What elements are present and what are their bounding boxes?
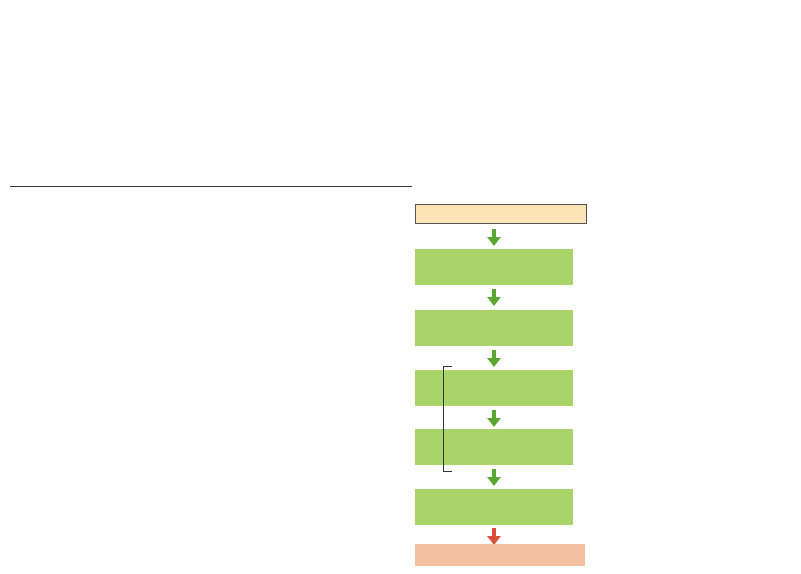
flowchart-title	[393, 195, 413, 567]
flow-step-3	[415, 310, 573, 346]
flow-step-6	[415, 489, 573, 525]
divider-top	[10, 186, 412, 187]
arrow-1	[487, 229, 501, 243]
arrow-2	[487, 289, 501, 303]
flow-bracket	[443, 366, 452, 472]
arrow-5	[487, 469, 501, 483]
arrow-4	[487, 410, 501, 424]
flow-side-label	[420, 368, 438, 468]
arrow-final	[487, 528, 501, 542]
article-top	[10, 8, 414, 184]
flow-step-2	[415, 249, 573, 285]
arrow-3	[487, 350, 501, 364]
flow-final	[415, 544, 585, 566]
flow-step-4	[415, 370, 573, 406]
flow-step-1	[415, 204, 587, 224]
flow-step-5	[415, 429, 573, 465]
